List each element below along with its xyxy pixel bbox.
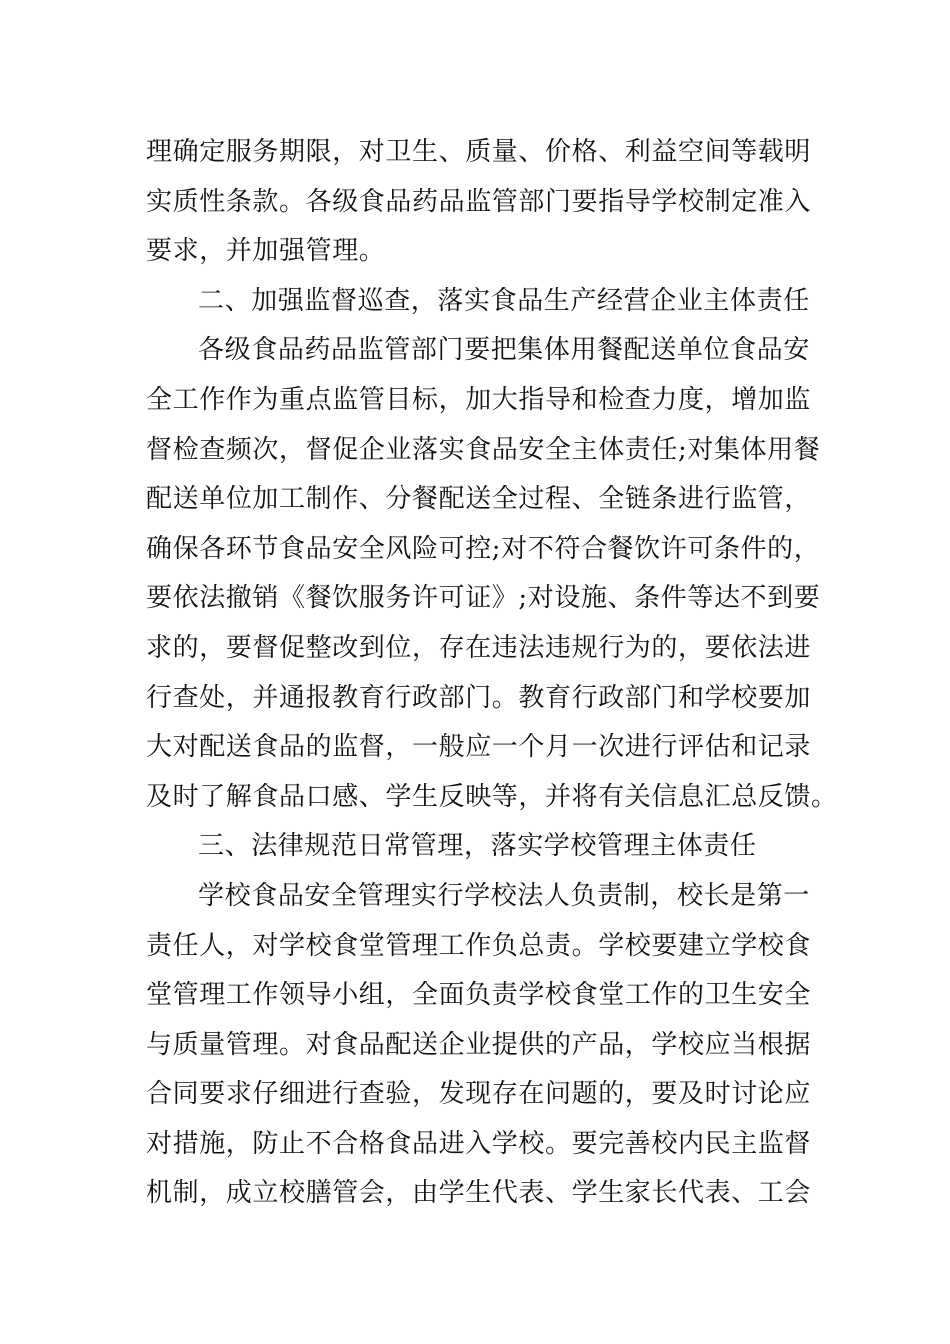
paragraph-line: 责任人，对学校食堂管理工作负总责。学校要建立学校食 [146, 930, 812, 961]
paragraph-line: 大对配送食品的监督，一般应一个月一次进行评估和记录 [146, 732, 812, 763]
paragraph-line: 合同要求仔细进行查验，发现存在问题的，要及时讨论应 [146, 1079, 812, 1110]
paragraph-line: 全工作作为重点监管目标，加大指导和检查力度，增加监 [146, 384, 812, 415]
paragraph-line: 对措施，防止不合格食品进入学校。要完善校内民主监督 [146, 1128, 812, 1159]
paragraph-line: 实质性条款。各级食品药品监管部门要指导学校制定准入 [146, 186, 812, 217]
paragraph-line: 要依法撤销《餐饮服务许可证》;对设施、条件等达不到要 [146, 583, 821, 614]
paragraph-last-line: 要求，并加强管理。 [146, 236, 386, 267]
paragraph-line: 与质量管理。对食品配送企业提供的产品，学校应当根据 [146, 1029, 812, 1060]
paragraph-line: 确保各环节食品安全风险可控;对不符合餐饮许可条件的， [146, 533, 821, 564]
paragraph-line: 求的，要督促整改到位，存在违法违规行为的，要依法进 [146, 632, 812, 663]
section-heading: 二、加强监督巡查，落实食品生产经营企业主体责任 [198, 285, 810, 316]
paragraph-line: 堂管理工作领导小组，全面负责学校食堂工作的卫生安全 [146, 980, 812, 1011]
paragraph-last-line: 及时了解食品口感、学生反映等，并将有关信息汇总反馈。 [146, 781, 838, 812]
paragraph-first-line: 学校食品安全管理实行学校法人负责制，校长是第一 [198, 880, 810, 911]
paragraph-line: 理确定服务期限，对卫生、质量、价格、利益空间等载明 [146, 137, 812, 167]
paragraph-line: 机制，成立校膳管会，由学生代表、学生家长代表、工会 [146, 1178, 812, 1209]
document-body [146, 128, 838, 1219]
paragraph-line: 配送单位加工制作、分餐配送全过程、全链条进行监管， [146, 484, 812, 515]
paragraph-first-line: 各级食品药品监管部门要把集体用餐配送单位食品安 [198, 335, 810, 366]
paragraph-line: 督检查频次，督促企业落实食品安全主体责任;对集体用餐 [146, 434, 821, 465]
paragraph-line: 行查处，并通报教育行政部门。教育行政部门和学校要加 [146, 682, 812, 713]
section-heading: 三、法律规范日常管理，落实学校管理主体责任 [198, 831, 757, 862]
